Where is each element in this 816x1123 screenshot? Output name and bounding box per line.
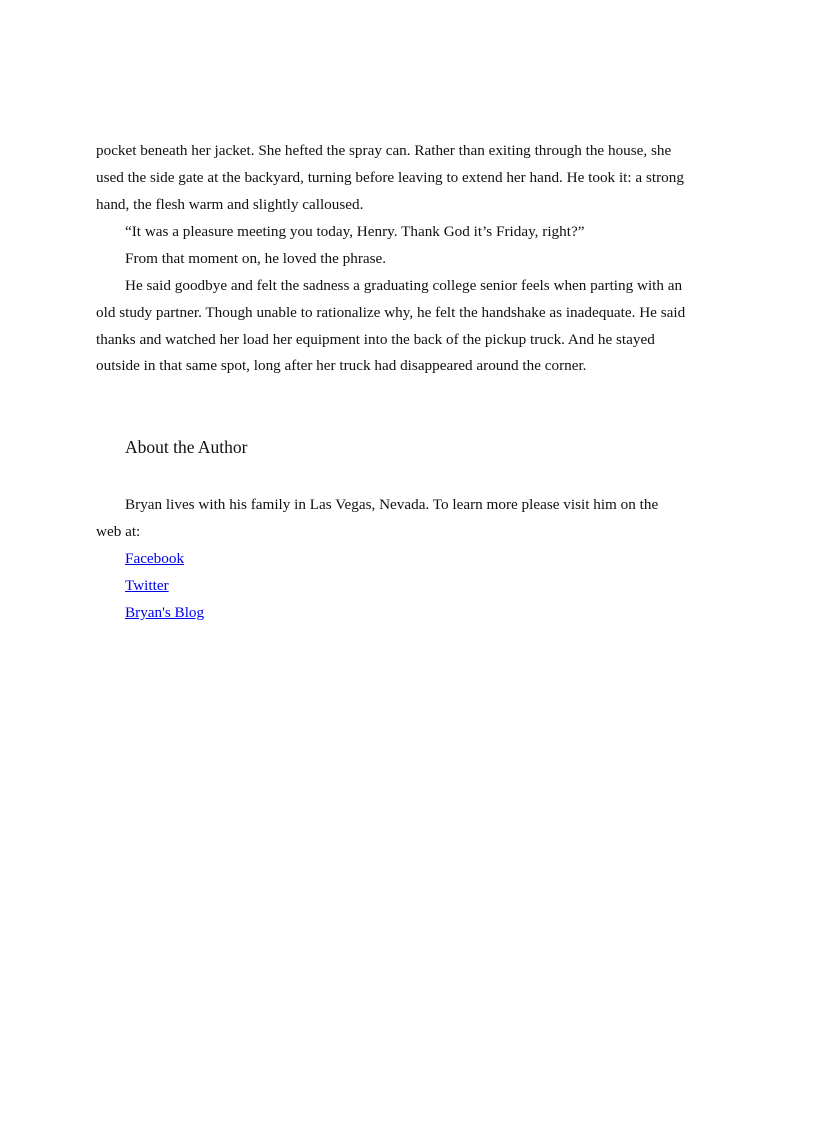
facebook-link[interactable]: Facebook xyxy=(125,550,185,567)
story-line: used the side gate at the backyard, turning before leaving to extend her hand. He took it: a strong xyxy=(96,169,684,186)
story-line: pocket beneath her jacket. She hefted the spray can. Rather than exiting through the house, she xyxy=(96,142,672,159)
story-line: old study partner. Though unable to rationalize why, he felt the handshake as inadequate. He said xyxy=(96,304,686,321)
about-line: Bryan lives with his family in Las Vegas, Nevada. To learn more please visit him on the xyxy=(125,496,659,513)
story-line: outside in that same spot, long after her truck had disappeared around the corner. xyxy=(96,357,587,374)
story-line: “It was a pleasure meeting you today, Henry. Thank God it’s Friday, right?” xyxy=(125,223,585,240)
story-line: From that moment on, he loved the phrase. xyxy=(125,250,387,267)
story-line: thanks and watched her load her equipment into the back of the pickup truck. And he stayed xyxy=(96,331,655,348)
story-line: hand, the flesh warm and slightly calloused. xyxy=(96,196,364,213)
about-line: web at: xyxy=(96,523,141,540)
about-author-heading: About the Author xyxy=(125,437,248,457)
blog-link[interactable]: Bryan's Blog xyxy=(125,604,205,621)
story-line: He said goodbye and felt the sadness a graduating college senior feels when parting with an xyxy=(125,277,683,294)
twitter-link[interactable]: Twitter xyxy=(125,577,169,594)
